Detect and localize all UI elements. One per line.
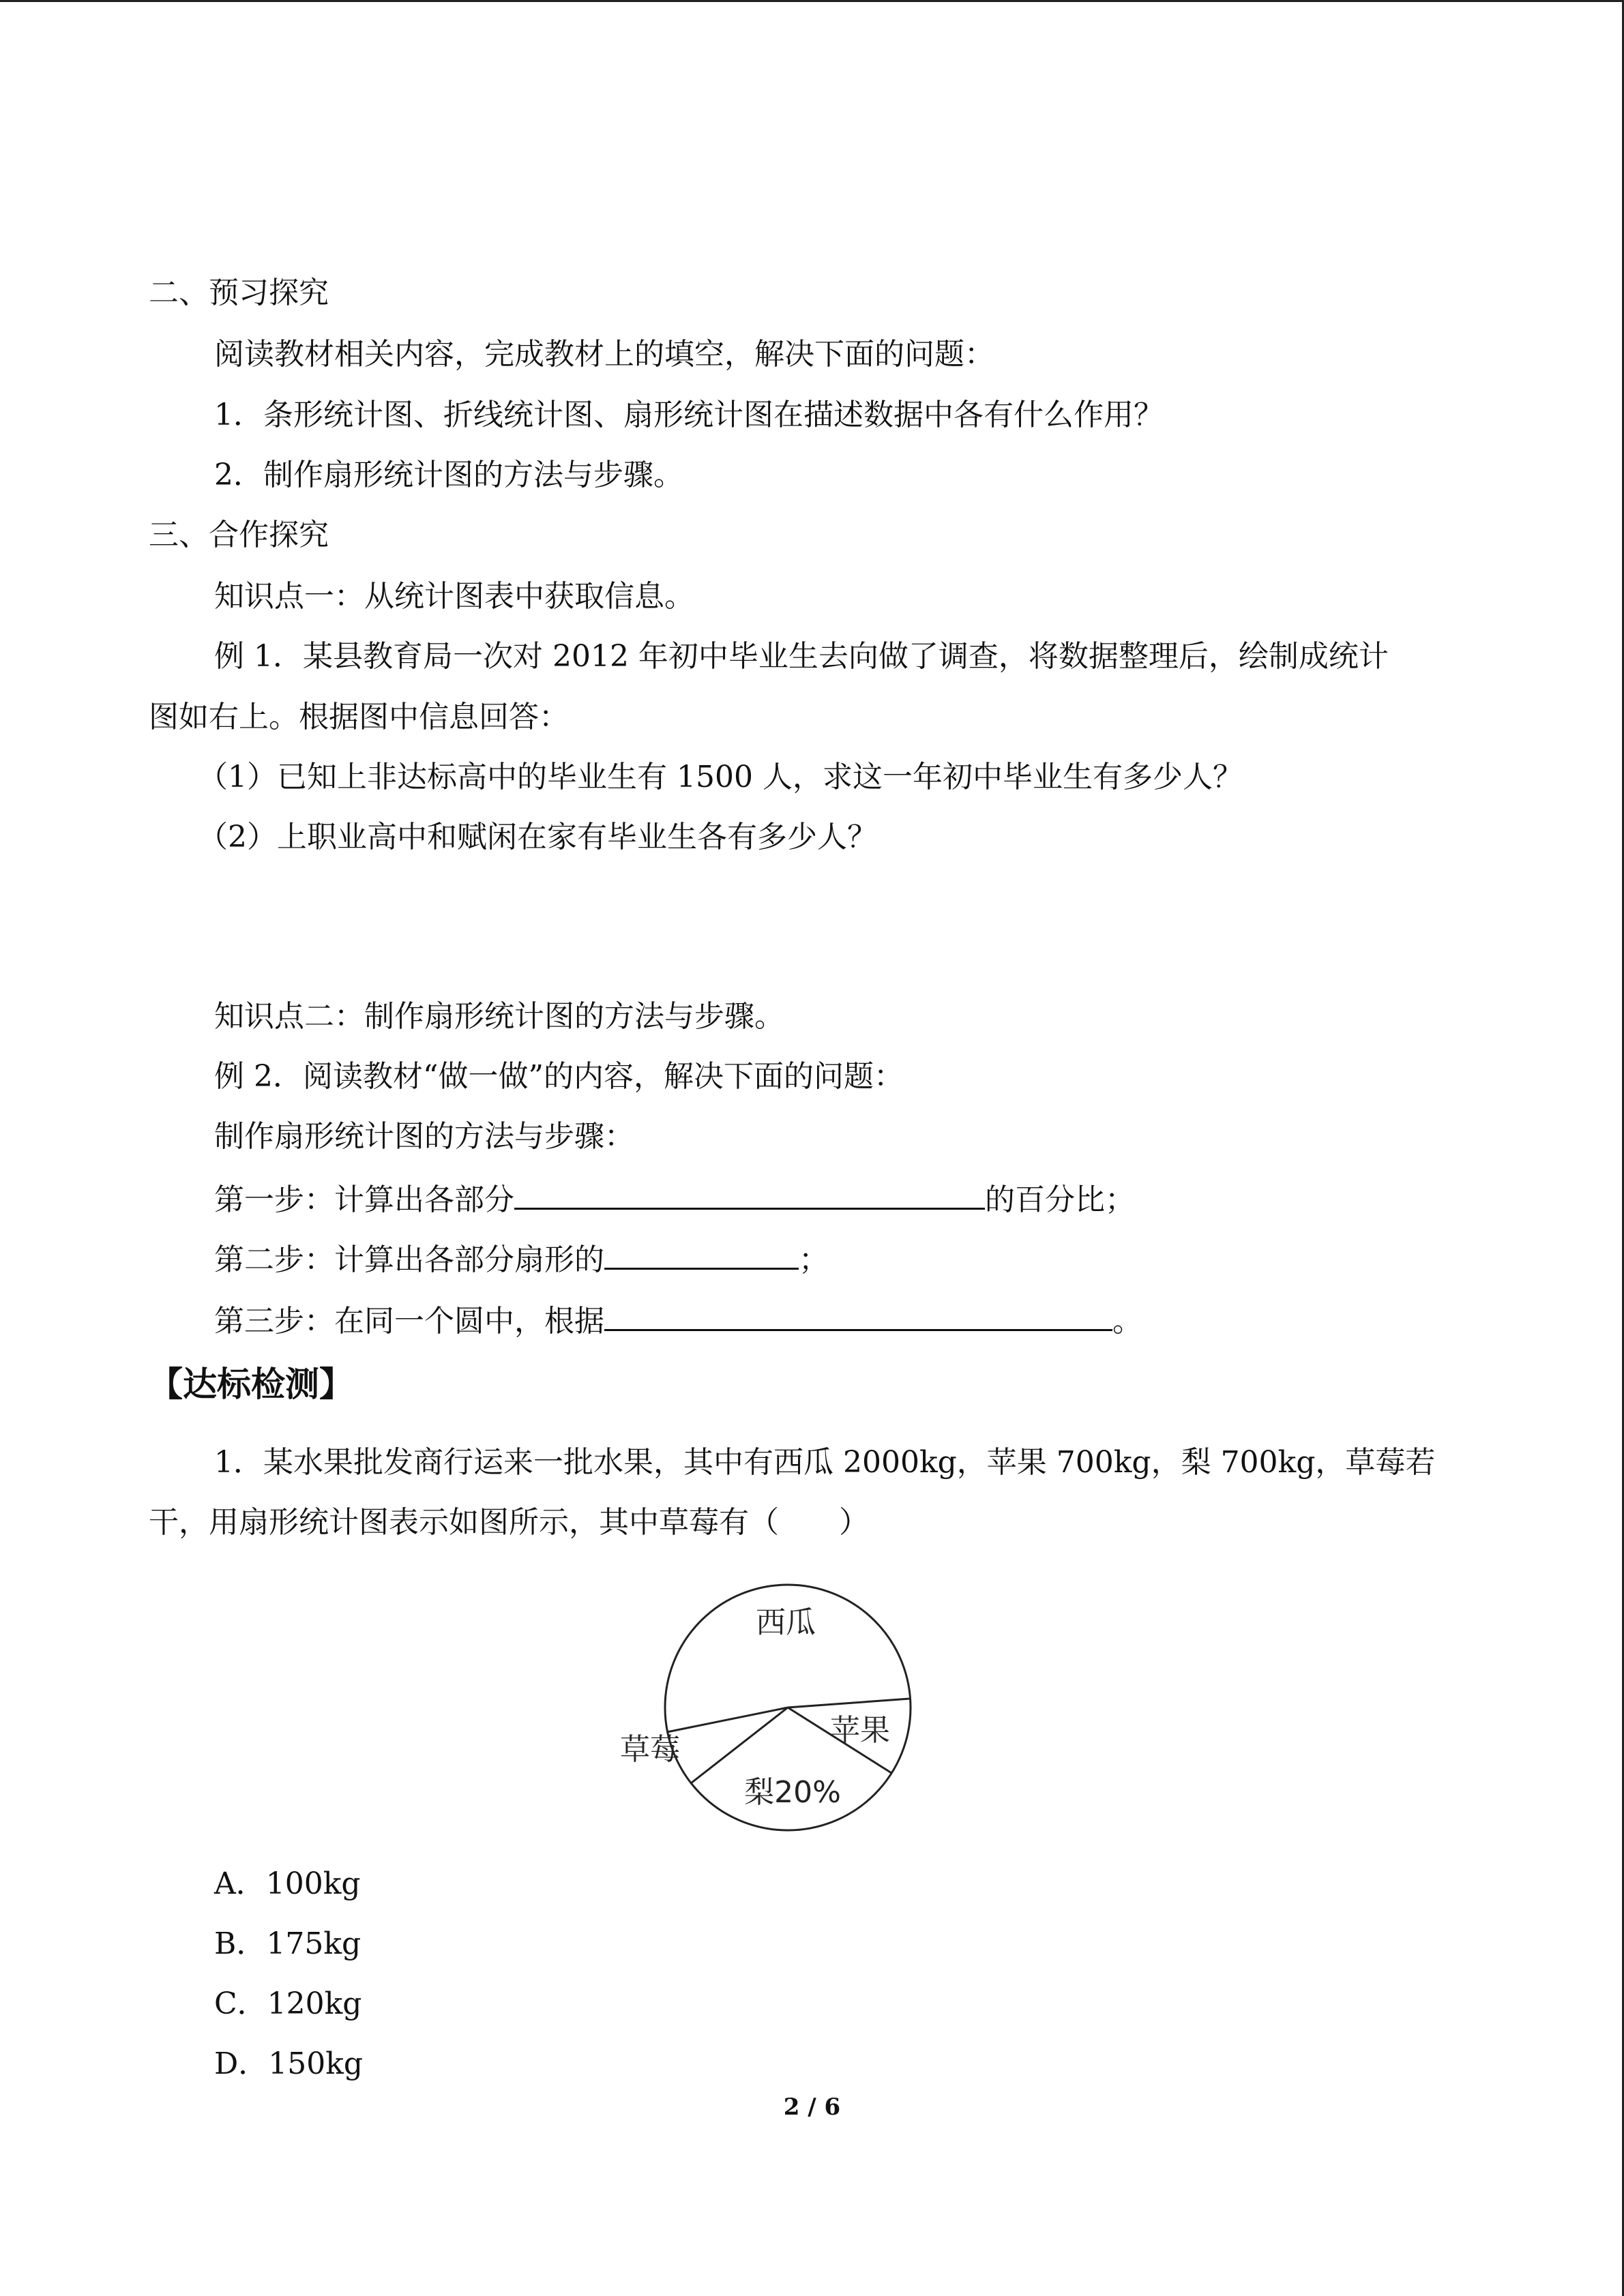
step-3-suffix: 。 bbox=[1112, 1304, 1142, 1339]
method-title: 制作扇形统计图的方法与步骤： bbox=[214, 1119, 634, 1154]
slice-label-pear: 梨20% bbox=[744, 1775, 841, 1810]
slice-label-watermelon: 西瓜 bbox=[756, 1605, 816, 1640]
knowledge-point-1: 知识点一：从统计图表中获取信息。 bbox=[214, 579, 694, 614]
slice-label-strawberry: 草莓 bbox=[620, 1732, 680, 1767]
test-question-1-line-2: 干，用扇形统计图表示如图所示，其中草莓有（ ） bbox=[149, 1505, 869, 1540]
preview-question-1: 1．条形统计图、折线统计图、扇形统计图在描述数据中各有什么作用？ bbox=[214, 398, 1164, 432]
step-1-prefix: 第一步：计算出各部分 bbox=[214, 1182, 514, 1217]
page-border-top bbox=[0, 0, 1624, 2]
option-c: C．120kg bbox=[214, 1986, 362, 2021]
step-3-blank bbox=[604, 1298, 1112, 1331]
step-3 bbox=[214, 1298, 1142, 1342]
example-2: 例 2．阅读教材“做一做”的内容，解决下面的问题： bbox=[214, 1059, 904, 1094]
step-1 bbox=[214, 1176, 1135, 1221]
coop-section-title: 三、合作探究 bbox=[149, 518, 329, 552]
example-1-line-1: 例 1．某县教育局一次对 2012 年初中毕业生去向做了调查，将数据整理后，绘制成统计 bbox=[214, 639, 1389, 674]
step-3-prefix: 第三步：在同一个圆中，根据 bbox=[214, 1304, 604, 1339]
fruit-pie-chart bbox=[614, 1562, 928, 1855]
option-d: D．150kg bbox=[214, 2046, 364, 2081]
page-number: 2 / 6 bbox=[783, 2093, 841, 2121]
slice-label-apple: 苹果 bbox=[830, 1713, 890, 1748]
test-section-title: 【达标检测】 bbox=[149, 1365, 353, 1404]
step-2-blank bbox=[604, 1236, 799, 1270]
example-1-question-2: （2）上职业高中和赋闲在家有毕业生各有多少人？ bbox=[198, 820, 877, 854]
step-2-suffix: ； bbox=[799, 1242, 829, 1277]
preview-intro: 阅读教材相关内容，完成教材上的填空，解决下面的问题： bbox=[214, 337, 994, 372]
preview-section-title: 二、预习探究 bbox=[149, 275, 329, 310]
option-b: B．175kg bbox=[214, 1926, 361, 1961]
step-1-blank bbox=[514, 1176, 985, 1210]
knowledge-point-2: 知识点二：制作扇形统计图的方法与步骤。 bbox=[214, 999, 784, 1034]
step-2-prefix: 第二步：计算出各部分扇形的 bbox=[214, 1242, 604, 1277]
test-question-1-line-1: 1．某水果批发商行运来一批水果，其中有西瓜 2000kg，苹果 700kg，梨 700kg，草莓若 bbox=[214, 1445, 1436, 1480]
option-a: A．100kg bbox=[214, 1866, 361, 1901]
example-1-line-2: 图如右上。根据图中信息回答： bbox=[149, 700, 569, 734]
preview-question-2: 2．制作扇形统计图的方法与步骤。 bbox=[214, 458, 683, 492]
step-1-suffix: 的百分比； bbox=[985, 1182, 1135, 1217]
step-2 bbox=[214, 1236, 829, 1281]
example-1-question-1: （1）已知上非达标高中的毕业生有 1500 人，求这一年初中毕业生有多少人？ bbox=[198, 760, 1243, 794]
